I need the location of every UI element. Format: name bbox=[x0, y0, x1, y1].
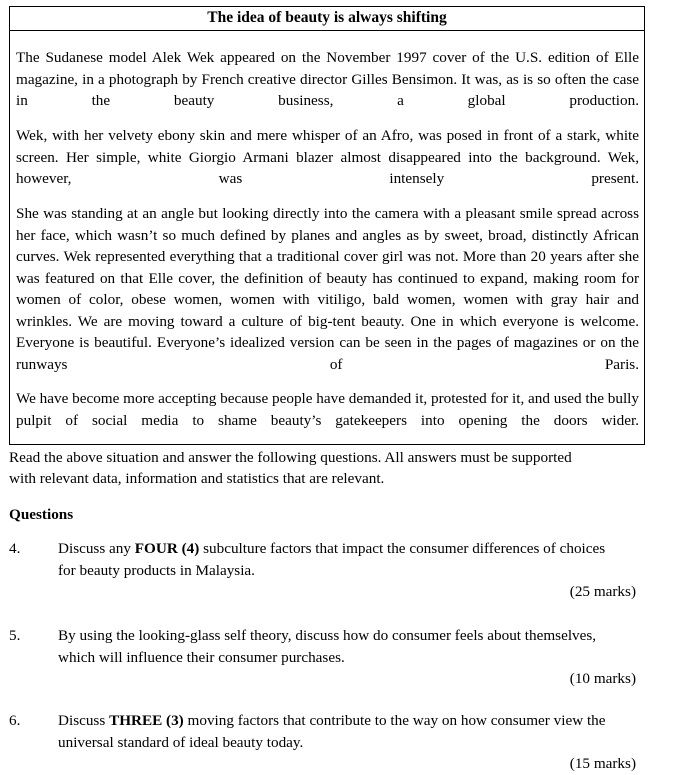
question-text-line-2: which will influence their consumer purchases. bbox=[58, 649, 345, 666]
question-number: 5. bbox=[9, 627, 21, 644]
paragraph-1-line: The Sudanese model Alek Wek appeared on the November 1997 cover of the U.S. edition of bbox=[16, 49, 609, 66]
question-marks: (15 marks) bbox=[569, 755, 636, 772]
paragraph-2 bbox=[16, 125, 639, 211]
paragraph-1 bbox=[16, 47, 639, 133]
question-text: By using the looking-glass self theory, discuss how do consumer feels about themselves, bbox=[58, 627, 597, 644]
question-marks: (10 marks) bbox=[569, 670, 636, 687]
question-marks: (25 marks) bbox=[569, 583, 636, 600]
paragraph-1-line: often the case in the beauty business, a global production. bbox=[16, 70, 639, 109]
question-number: 6. bbox=[9, 712, 21, 729]
paragraph-2-line: white screen. Her simple, white Giorgio Armani blazer almost disappeared into the background. bbox=[16, 127, 640, 166]
questions-heading: Questions bbox=[9, 506, 74, 523]
paragraph-3 bbox=[16, 203, 639, 397]
paragraph-2-line: Wek, with her velvety ebony skin and mere whisper of an Afro, was posed in front of a stark, bbox=[16, 127, 601, 144]
paragraph-3-line: women with gray hair and wrinkles. We are moving toward a culture of big-tent beauty. One in bbox=[16, 291, 640, 330]
paragraph-3-line: She was standing at an angle but looking directly into the camera with a pleasant smile spread bbox=[16, 205, 597, 222]
paragraph-3-line: distinctly African curves. Wek represented everything that a traditional cover girl was not. More bbox=[16, 226, 640, 265]
question-number: 4. bbox=[9, 540, 21, 557]
instructions-line: Read the above situation and answer the following questions. All answers must be supported bbox=[9, 449, 572, 466]
paragraph-4-line: the bully pulpit of social media to shame beauty’s gatekeepers into opening the doors wider. bbox=[16, 390, 639, 429]
paragraph-4-line: We have become more accepting because people have demanded it, protested for it, and used bbox=[16, 390, 582, 407]
paragraph-3-line: than 20 years after she was featured on that Elle cover, the definition of beauty has continued to bbox=[16, 248, 639, 287]
paragraph-2-line: Wek, however, was intensely present. bbox=[16, 148, 639, 187]
question-text: Discuss THREE (3) moving factors that contribute to the way on how consumer view the bbox=[58, 712, 606, 729]
paragraph-3-line: across her face, which wasn’t so much defined by planes and angles as by sweet, broad, bbox=[16, 205, 640, 244]
case-study-box bbox=[9, 6, 645, 445]
case-study-title: The idea of beauty is always shifting bbox=[10, 7, 644, 31]
instructions-line: with relevant data, information and statistics that are relevant. bbox=[9, 470, 385, 487]
paragraph-3-line: the pages of magazines or on the runways of Paris. bbox=[16, 334, 639, 373]
question-text-line-2: for beauty products in Malaysia. bbox=[58, 562, 255, 579]
question-text-line-2: universal standard of ideal beauty today. bbox=[58, 734, 304, 751]
paragraph-4 bbox=[16, 388, 639, 453]
paragraph-3-line: expand, making room for women of color, obese women, women with vitiligo, bald women, bbox=[16, 269, 639, 308]
paragraph-1-line: Elle magazine, in a photograph by French creative director Gilles Bensimon. It was, as is so bbox=[16, 49, 639, 88]
paragraph-3-line: which everyone is welcome. Everyone is beautiful. Everyone’s idealized version can be seen in bbox=[16, 312, 640, 351]
question-text: Discuss any FOUR (4) subculture factors that impact the consumer differences of choices bbox=[58, 540, 606, 557]
